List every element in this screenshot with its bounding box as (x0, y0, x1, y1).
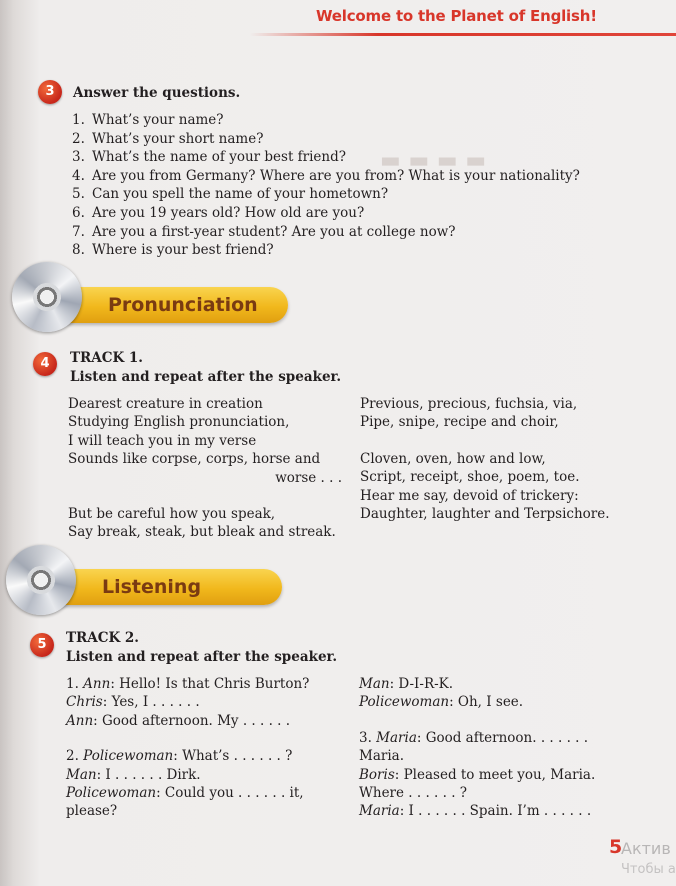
track-instruction: Listen and repeat after the speaker. (66, 649, 338, 665)
poem-line: But be careful how you speak, (68, 506, 276, 523)
question-number: 1. (72, 112, 85, 128)
question-text: Are you 19 years old? How old are you? (92, 204, 365, 221)
poem-line: Cloven, oven, how and low, (360, 450, 546, 467)
dialogue-line: Man: D-I-R-K. (359, 676, 454, 692)
dialogue-line: 1. Ann: Hello! Is that Chris Burton? (66, 676, 310, 692)
exercise-number-badge: 5 (30, 633, 54, 657)
question-number: 2. (72, 130, 85, 147)
cd-icon (12, 262, 82, 332)
dialogue-line: Boris: Pleased to meet you, Maria. (359, 766, 596, 783)
question-item (72, 130, 580, 149)
dialogue-line: Policewoman: Could you . . . . . . it, (66, 785, 304, 802)
poem-line: Hear me say, devoid of trickery: (360, 487, 579, 504)
track-instruction: Listen and repeat after the speaker. (70, 369, 342, 385)
activation-overlay-subtext: Чтобы а (621, 862, 676, 877)
dialogue-right-column (359, 675, 595, 821)
poem-line: Script, receipt, shoe, poem, toe. (360, 469, 580, 486)
question-number: 3. (72, 149, 85, 166)
dialogue-line: Maria: I . . . . . . Spain. I’m . . . . . . (359, 803, 592, 820)
exercise-number-badge: 3 (38, 80, 62, 104)
question-text: What’s the name of your best friend? (92, 149, 346, 166)
poem-line: Studying English pronunciation, (68, 414, 290, 431)
question-number: 7. (72, 223, 85, 240)
dialogue-left-column (66, 675, 309, 821)
question-text: Can you spell the name of your hometown? (92, 186, 389, 203)
poem-line: Pipe, snipe, recipe and choir, (360, 414, 559, 431)
question-number: 4. (72, 167, 85, 184)
poem-left-column (68, 395, 342, 542)
banner-title: Listening (102, 576, 202, 598)
question-text: Where is your best friend? (92, 242, 274, 259)
poem-line: Dearest creature in creation (68, 396, 263, 412)
page-header-title: Welcome to the Planet of English! (316, 7, 597, 25)
bleed-through-decoration: ▬ ▬ ▬ ▬ (380, 150, 487, 175)
question-item (72, 241, 580, 260)
poem-line: Sounds like corpse, corps, horse and (68, 451, 321, 468)
question-text: Are you from Germany? Where are you from? What is your nationality? (92, 167, 580, 184)
question-item (72, 111, 580, 130)
dialogue-line: 3. Maria: Good afternoon. . . . . . . (359, 729, 589, 746)
cd-icon (6, 545, 76, 615)
question-list (72, 111, 580, 260)
track-label (70, 349, 341, 387)
dialogue-line: please? (66, 803, 118, 820)
poem-line: Say break, steak, but bleak and streak. (68, 524, 336, 541)
track-number: TRACK 2. (66, 630, 140, 646)
page-number: 5 (609, 836, 623, 858)
dialogue-line: Policewoman: Oh, I see. (359, 694, 524, 711)
question-item (72, 185, 580, 204)
poem-right-column (360, 395, 610, 523)
poem-line: I will teach you in my verse (68, 432, 257, 449)
dialogue-line: Maria. (359, 748, 404, 765)
question-text: Are you a first-year student? Are you at college now? (92, 223, 456, 240)
dialogue-line: Chris: Yes, I . . . . . . (66, 694, 200, 711)
question-item (72, 204, 580, 223)
question-item (72, 167, 580, 186)
banner-title: Pronunciation (108, 294, 258, 316)
track-number: TRACK 1. (70, 350, 144, 366)
exercise-number-badge: 4 (33, 352, 57, 376)
question-number: 6. (72, 204, 85, 221)
dialogue-line: Where . . . . . . ? (359, 785, 468, 802)
exercise-heading: Answer the questions. (73, 85, 241, 101)
question-item (72, 223, 580, 242)
activation-overlay-text: Актив (621, 839, 671, 858)
header-divider (250, 33, 676, 36)
question-item (72, 148, 580, 167)
question-text: What’s your name? (92, 112, 224, 128)
poem-line: worse . . . (275, 469, 342, 486)
dialogue-line: 2. Policewoman: What’s . . . . . . ? (66, 748, 293, 765)
track-label (66, 629, 337, 667)
dialogue-line: Man: I . . . . . . Dirk. (66, 766, 201, 783)
question-text: What’s your short name? (92, 130, 264, 147)
poem-line: Previous, precious, fuchsia, via, (360, 396, 578, 412)
poem-line: Daughter, laughter and Terpsichore. (360, 506, 610, 523)
dialogue-line: Ann: Good afternoon. My . . . . . . (66, 712, 291, 729)
question-number: 8. (72, 242, 85, 259)
question-number: 5. (72, 186, 85, 203)
